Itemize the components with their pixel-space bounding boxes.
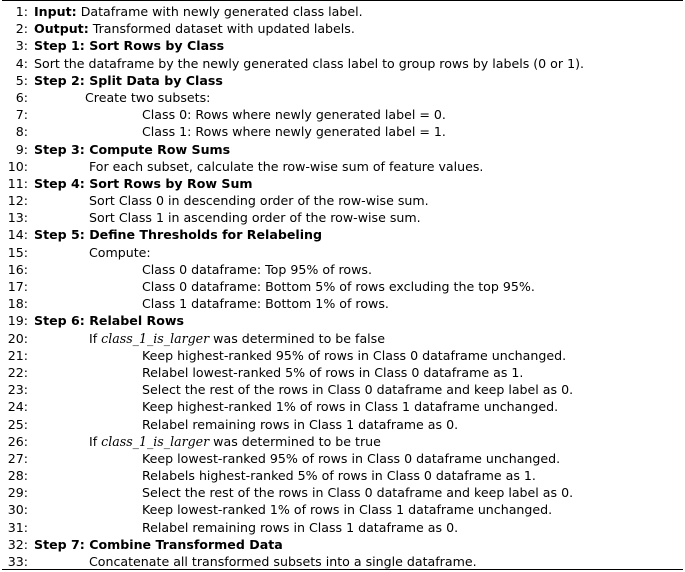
algorithm-line [2,330,683,347]
line-number: 32: [7,536,28,552]
line-number: 25: [7,416,28,432]
line-number: 29: [7,485,28,501]
algorithm-line [2,123,683,140]
algorithm-line [2,347,683,364]
line-text: was determined to be true [209,433,381,449]
line-text: Keep lowest-ranked 1% of rows in Class 1 dataframe unchanged. [142,502,553,518]
line-text: Keep lowest-ranked 95% of rows in Class 0 dataframe unchanged. [142,450,561,466]
algorithm-line [2,467,683,484]
line-number: 28: [7,468,28,484]
line-number: 10: [7,158,28,174]
condition-variable: class_1_is_larger [101,330,210,346]
algorithm-line [2,226,683,243]
algorithm-line [2,398,683,415]
line-number: 26: [7,433,28,449]
line-number: 16: [7,261,28,277]
algorithm-line [2,106,683,123]
line-text: Keep highest-ranked 1% of rows in Class 1 dataframe unchanged. [142,399,559,415]
line-text: Keep highest-ranked 95% of rows in Class 0 dataframe unchanged. [142,347,567,363]
line-text: Select the rest of the rows in Class 0 dataframe and keep label as 0. [142,382,574,398]
algorithm-line [2,501,683,518]
line-text: Relabels highest-ranked 5% of rows in Class 0 dataframe as 1. [142,468,536,484]
algorithm-line [2,416,683,433]
line-number: 8: [15,124,28,140]
algorithm-line [2,450,683,467]
line-number: 21: [7,347,28,363]
condition-prefix: If [89,433,102,449]
algorithm-line [2,278,683,295]
line-text: was determined to be false [209,330,385,346]
algorithm-line [2,433,683,450]
algorithm-line [2,20,683,37]
line-number: 33: [7,554,28,569]
line-number: 17: [7,279,28,294]
step-heading: Step 1: Sort Rows by Class [34,38,225,54]
line-text: Relabel remaining rows in Class 1 dataframe as 0. [142,519,459,535]
algorithm-line [2,158,683,175]
line-text: Dataframe with newly generated class label. [76,4,363,19]
algorithm-line [2,244,683,261]
line-number: 12: [7,193,28,209]
line-text: Relabel lowest-ranked 5% of rows in Class 0 dataframe as 1. [142,364,524,380]
line-number: 4: [15,55,28,71]
line-text: Class 1: Rows where newly generated label = 1. [142,124,446,140]
algorithm-line [2,72,683,89]
algorithm-line [2,175,683,192]
keyword: Output: [34,21,89,37]
line-text: Transformed dataset with updated labels. [88,21,355,37]
line-number: 7: [15,107,28,123]
algorithm-line [2,536,683,553]
step-heading: Step 7: Combine Transformed Data [34,536,283,552]
algorithm-line [2,364,683,381]
algorithm-line [2,295,683,312]
step-heading: Step 3: Compute Row Sums [34,141,231,157]
step-heading: Step 5: Define Thresholds for Relabeling [34,227,323,243]
algorithm-line [2,89,683,106]
step-heading: Step 6: Relabel Rows [34,313,185,329]
line-number: 31: [7,519,28,535]
algorithm-line [2,209,683,226]
algorithm-line [2,519,683,536]
condition-variable: class_1_is_larger [101,433,210,449]
algorithm-line [2,3,683,20]
line-number: 6: [15,89,28,105]
line-text: Class 0: Rows where newly generated label = 0. [142,107,446,123]
line-text: Class 0 dataframe: Bottom 5% of rows excluding the top 95%. [142,279,535,294]
line-number: 27: [7,450,28,466]
algorithm-line [2,484,683,501]
line-number: 3: [15,38,28,54]
step-heading: Step 4: Sort Rows by Row Sum [34,175,253,191]
algorithm-block [2,0,683,570]
line-text: Sort the dataframe by the newly generated class label to group rows by labels (0 or 1). [34,55,584,71]
algorithm-line [2,141,683,158]
line-text: Class 0 dataframe: Top 95% of rows. [142,261,372,277]
line-number: 11: [7,175,28,191]
line-text: Compute: [89,244,151,260]
line-number: 24: [7,399,28,415]
line-number: 9: [15,141,28,157]
line-number: 13: [7,210,28,226]
algorithm-line [2,55,683,72]
line-number: 20: [7,330,28,346]
algorithm-line [2,37,683,54]
line-text: Relabel remaining rows in Class 1 dataframe as 0. [142,416,459,432]
line-text: Select the rest of the rows in Class 0 dataframe and keep label as 0. [142,485,574,501]
line-number: 18: [7,296,28,312]
algorithm-line [2,261,683,278]
keyword: Input: [34,4,77,19]
line-number: 22: [7,364,28,380]
algorithm-line [2,312,683,329]
algorithm-line [2,192,683,209]
algorithm-line [2,381,683,398]
line-number: 15: [7,244,28,260]
line-text: Create two subsets: [85,89,211,105]
line-number: 5: [15,72,28,88]
step-heading: Step 2: Split Data by Class [34,72,223,88]
line-number: 23: [7,382,28,398]
line-number: 2: [15,21,28,37]
line-text: Class 1 dataframe: Bottom 1% of rows. [142,296,389,312]
line-number: 30: [7,502,28,518]
condition-prefix: If [89,330,102,346]
line-number: 1: [15,4,28,19]
line-text: Sort Class 0 in descending order of the row-wise sum. [89,193,429,209]
line-text: Sort Class 1 in ascending order of the row-wise sum. [89,210,421,226]
algorithm-line [2,553,683,570]
line-number: 19: [7,313,28,329]
line-text: For each subset, calculate the row-wise sum of feature values. [89,158,484,174]
line-number: 14: [7,227,28,243]
line-text: Concatenate all transformed subsets into a single dataframe. [89,554,477,569]
